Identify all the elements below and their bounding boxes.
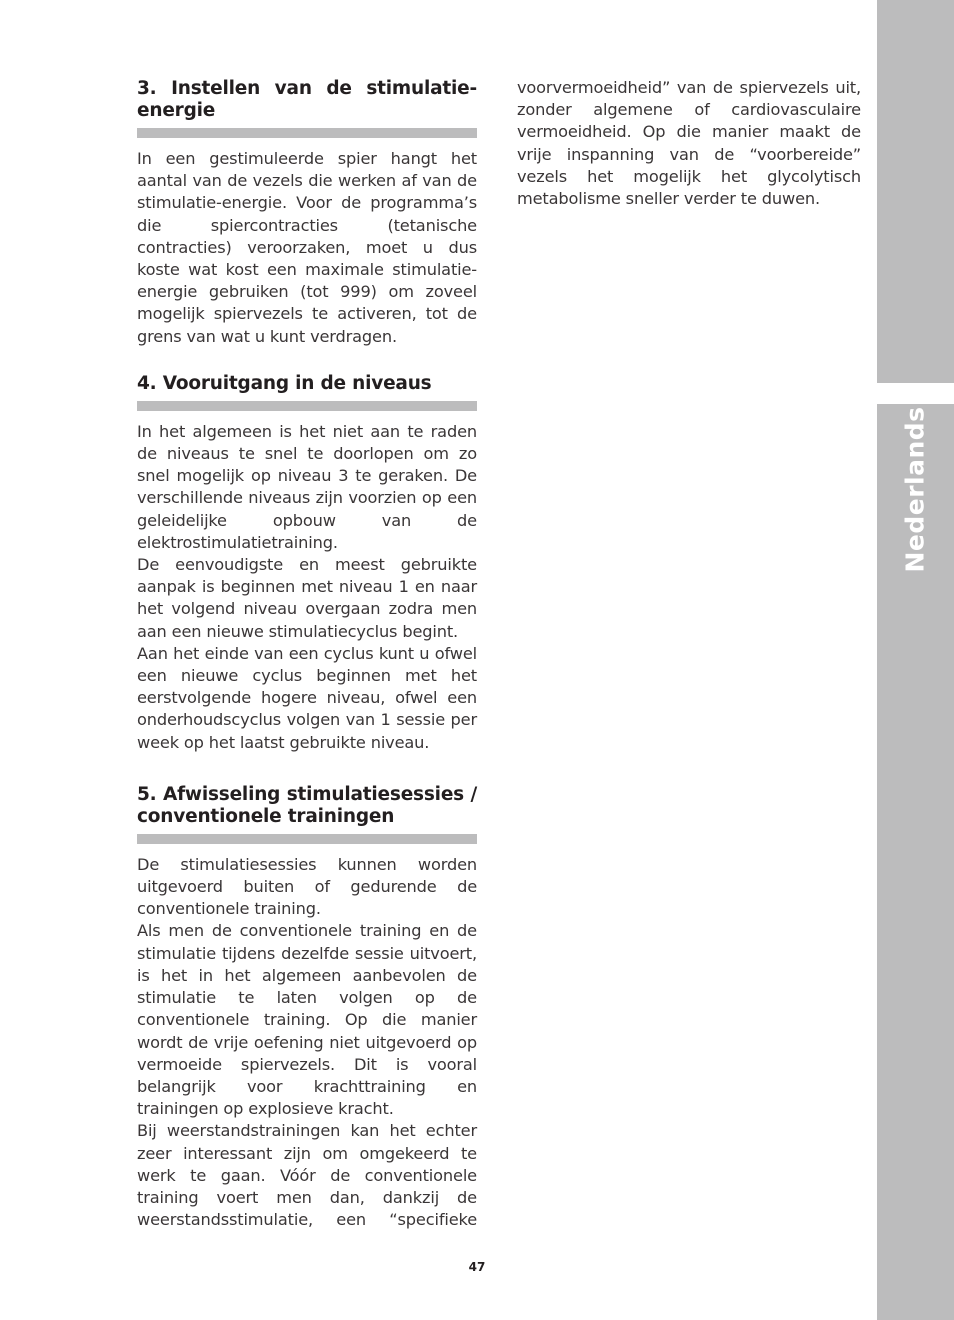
page-number: 47 bbox=[468, 1260, 486, 1274]
left-column bbox=[137, 78, 477, 1231]
language-tab bbox=[877, 404, 954, 574]
section-title: 5. Afwisseling stimulatiesessies / conventionele trainingen bbox=[137, 783, 477, 827]
paragraph: Aan het einde van een cyclus kunt u ofwel een nieuwe cyclus beginnen met het eerstvolgende hogere niveau, ofwel een onderhoudscyclus volgen van 1 sessie per week op het laatst gebruikte niveau. bbox=[137, 643, 477, 752]
section-rule bbox=[137, 834, 477, 844]
continuation-paragraph: voorvermoeidheid” van de spiervezels uit, zonder algemene of cardiovasculaire vermoeidheid. Op die manier maakt de vrije inspanning van de “voorbereide” vezels het mogelijk het glycolytisch metabolisme sneller verder te duwen. bbox=[517, 78, 861, 209]
section-rule bbox=[137, 128, 477, 138]
paragraph: In een gestimuleerde spier hangt het aantal van de vezels die werken af van de stimulatie-energie. Voor de programma’s die spiercontracties (tetanische contracties) veroorzaken, moet u dus koste wat kost een maximale stimulatie-energie gebruiken (tot 999) om zoveel mogelijk spiervezels te activeren, tot de grens van wat u kunt verdragen. bbox=[137, 149, 477, 346]
section-alternation bbox=[137, 784, 477, 1231]
section-stimulation-energy bbox=[137, 78, 477, 348]
section-rule bbox=[137, 401, 477, 411]
paragraph: De eenvoudigste en meest gebruikte aanpak is beginnen met niveau 1 en naar het volgend niveau overgaan zodra men aan een nieuwe stimulatiecyclus begint. bbox=[137, 555, 477, 641]
sidebar-band-top bbox=[877, 0, 954, 383]
section-title: 4. Vooruitgang in de niveaus bbox=[137, 372, 432, 394]
paragraph: Als men de conventionele training en de stimulatie tijdens dezelfde sessie uitvoert, is het in het algemeen aanbevolen de stimulatie te laten volgen op de conventionele training. Op die manier wordt de vrije oefening niet uitgevoerd op vermoeide spiervezels. Dit is vooral belangrijk voor krachttraining en trainingen op explosieve kracht. bbox=[137, 921, 477, 1119]
section-level-progression bbox=[137, 373, 477, 754]
section-title: 3. Instellen van de stimulatie-energie bbox=[137, 78, 477, 121]
paragraph: In het algemeen is het niet aan te raden de niveaus te snel te doorlopen om zo snel mogelijk op niveau 3 te geraken. De verschillende niveaus zijn voorzien op een geleidelijke opbouw van de elektrostimulatietraining. bbox=[137, 421, 477, 552]
right-column bbox=[517, 77, 861, 210]
paragraph: De stimulatiesessies kunnen worden uitgevoerd buiten of gedurende de conventionele training. bbox=[137, 854, 477, 919]
paragraph: Bij weerstandstrainingen kan het echter zeer interessant zijn om omgekeerd te werk te gaan. Vóór de conventionele training voert men dan, dankzij de weerstandsstimulatie, een “specifieke bbox=[137, 1121, 477, 1230]
language-label: Nederlands bbox=[901, 405, 931, 573]
